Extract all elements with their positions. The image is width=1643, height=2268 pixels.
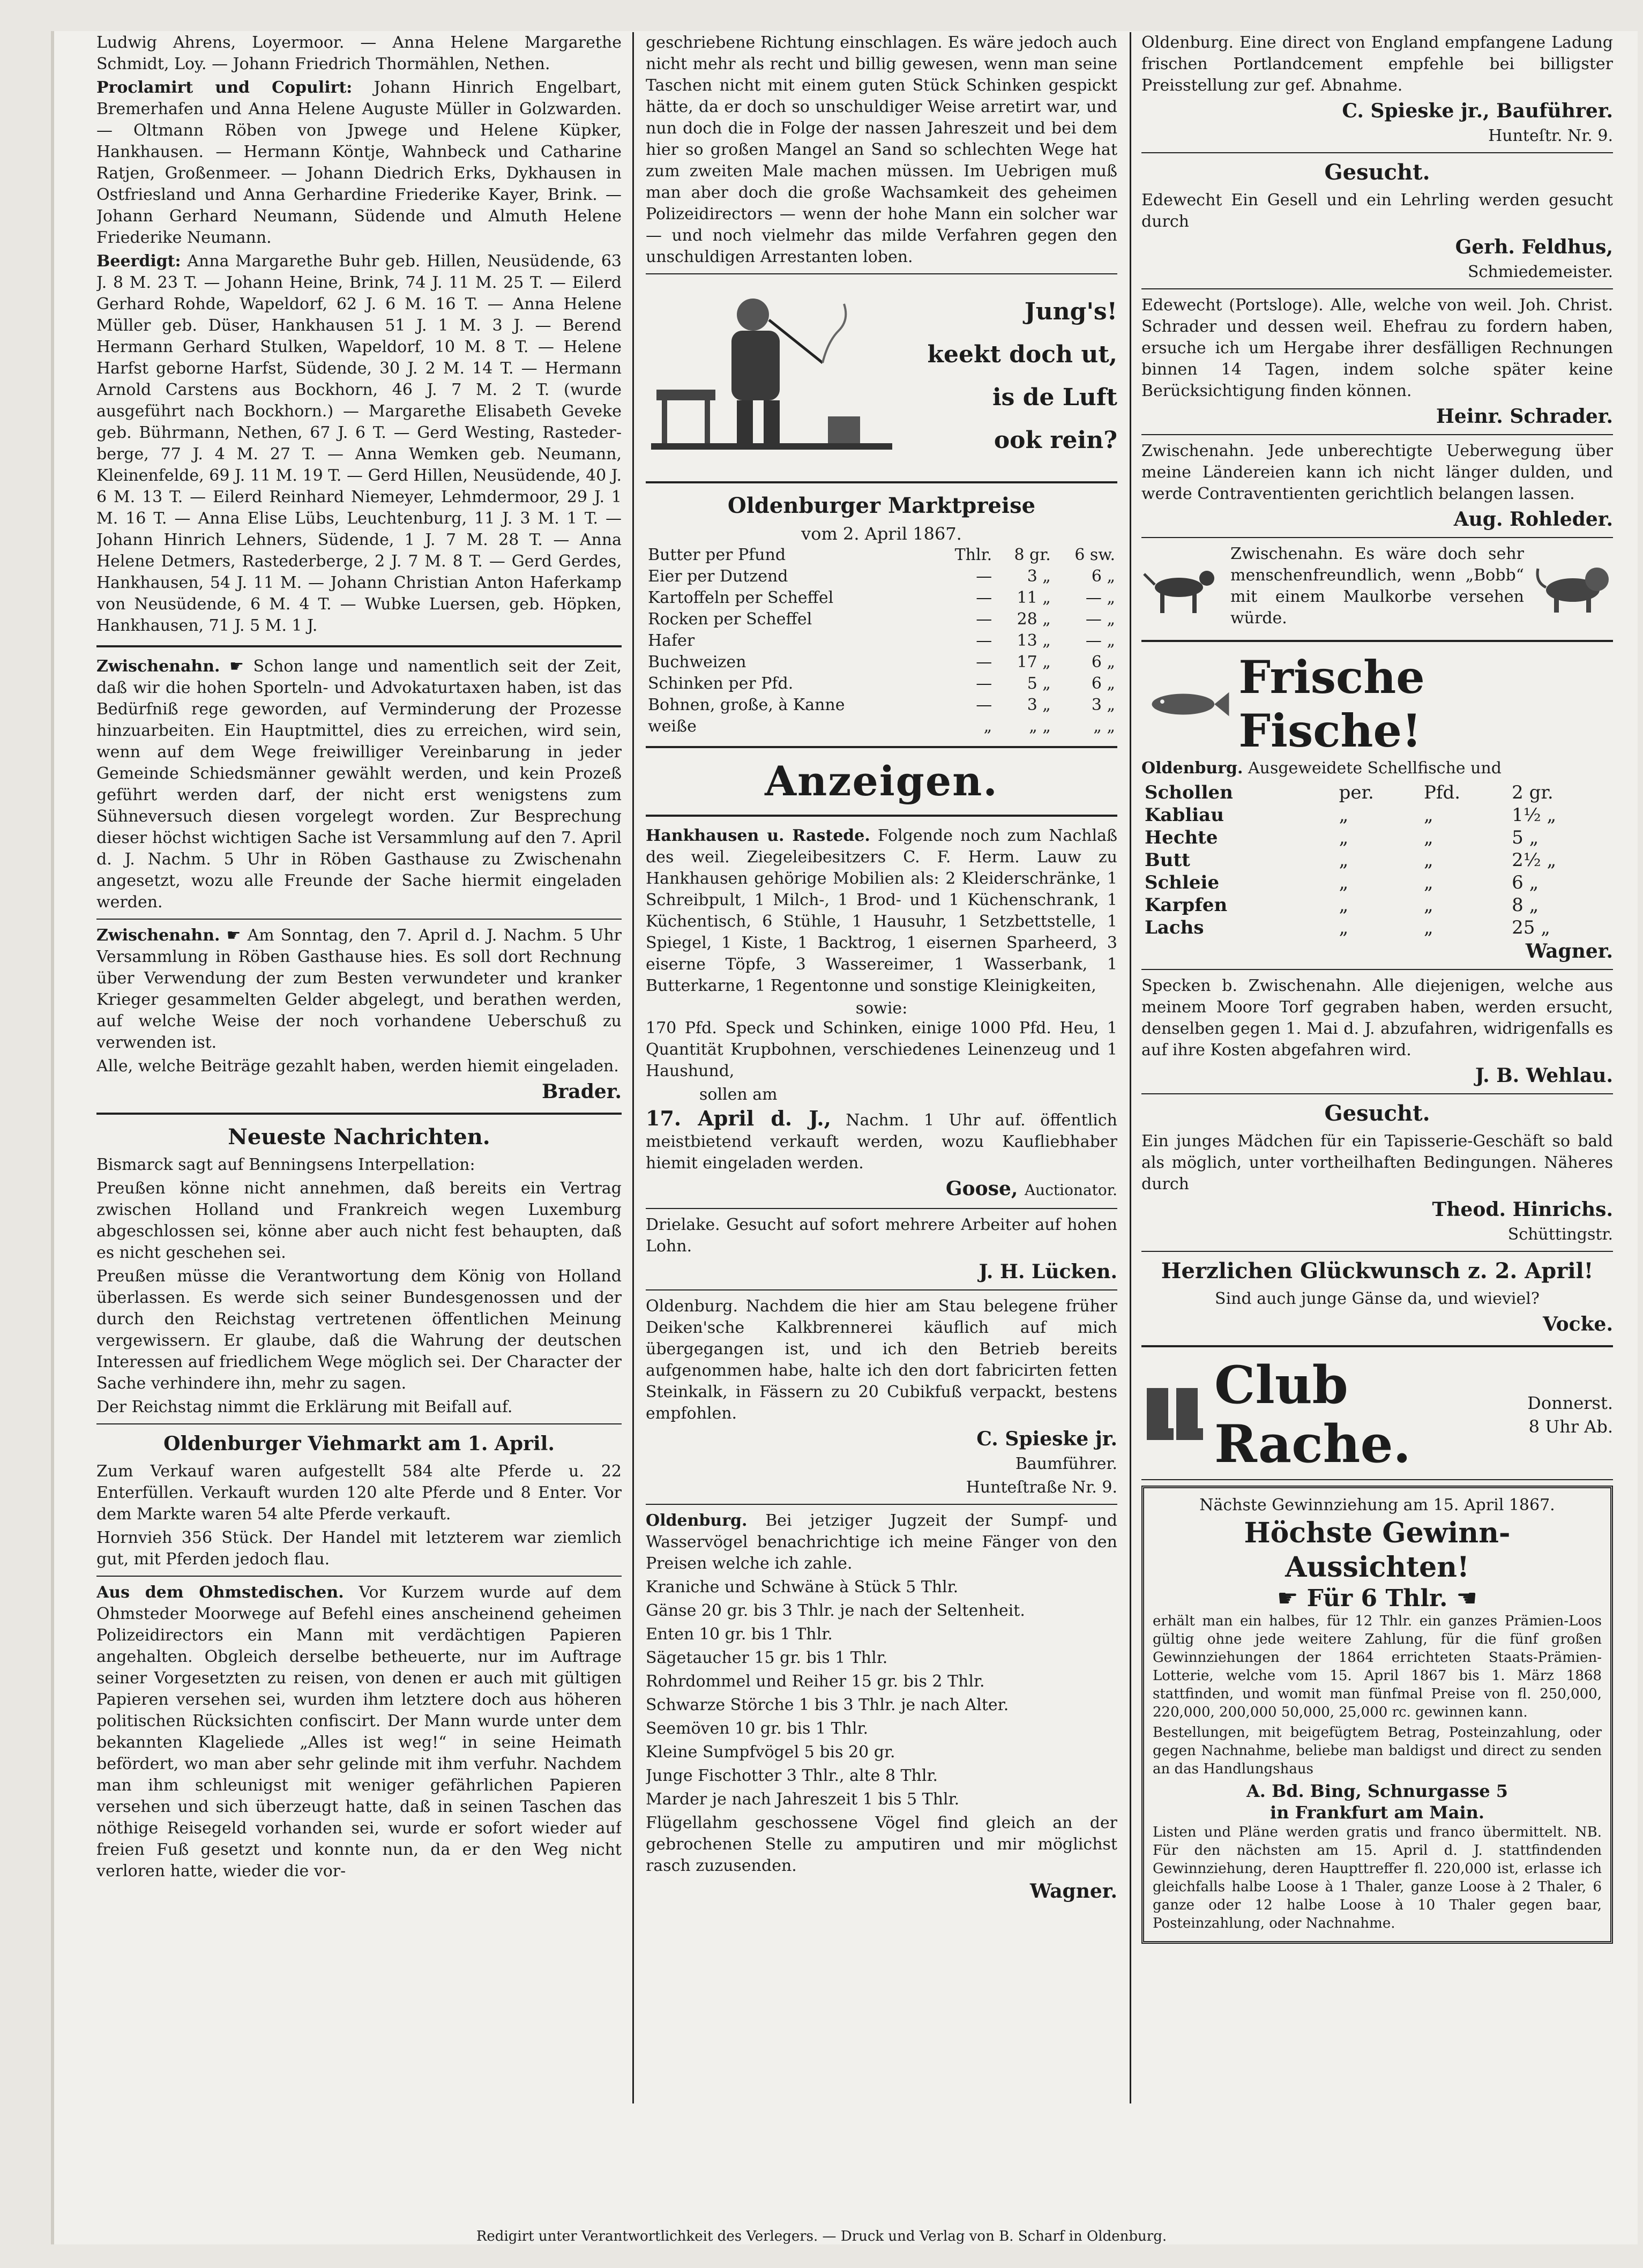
caption-line: keekt doch ut,	[927, 341, 1117, 368]
lion-icon	[1533, 558, 1613, 617]
fish-price-name: Kabliau	[1145, 804, 1224, 826]
estate-sale-notice	[646, 825, 1117, 997]
bird-price-item: Kraniche und Schwäne à Stück 5 Thlr.	[646, 1578, 959, 1596]
lottery-text: Listen und Pläne werden gratis und franco übermittelt. NB. Für den nächsten am 15. April d. J. stattfindenden Gewinnziehung, deren Haupttreffer fl. 220,000 ist, erlasse ich gleichfalls halbe Loose à 1 Thaler, ganze Loose à 2 Thaler, 6 ganze oder 12 halbe Loose à 10 Thaler gegen baar, Posteinzahlung, oder Nachnahme.	[1153, 1824, 1602, 1931]
divider	[646, 1208, 1117, 1209]
notice-text: Bei jetziger Jugzeit der Sumpf- und Wasservögel benachrichtige ich meine Fänger von den Preisen welche ich zahle.	[646, 1511, 1117, 1573]
fish-price-a: „	[1339, 894, 1349, 916]
fish-price-b: Pfd.	[1423, 782, 1461, 803]
divider	[646, 273, 1117, 274]
place-label: Oldenburg.	[646, 1511, 748, 1530]
signature-address: Hunteſtraße Nr. 9.	[966, 1478, 1117, 1497]
market-price-s: — „	[1085, 610, 1115, 629]
article-text: Vor Kurzem wurde auf dem Ohmsteder Moorwege auf Befehl eines anscheinend geheimen Polizeidirectors ein Mann mit verdächtigen Papieren angehalten. Obgleich derselbe betheuerte, nur im Auftrage seiner Vorgesetzten zu reisen, von denen er auch mit gültigen Papieren versehen sei, wurden ihm letztere doch aus höheren politischen Rücksichten confiscirt. Der Mann wurde unter dem bekannten Klageliede „Alles ist weg!“ in seine Heimath befördert, wo man aber sehr gelinde mit ihm verfuhr. Nachdem man ihm schleunigst mit weniger gefährlichen Papieren versehen und sich überzeugt hatte, daß in seinen Taschen das nöthige Reisegeld vorhanden sei, wurde er sofort wieder auf freien Fuß gesetzt und konnte nun, da er den Weg nicht verloren hatte, wieder die vor-	[96, 1583, 622, 1881]
club-title: Club Rache.	[1214, 1355, 1411, 1474]
market-price-g: 5 „	[1027, 674, 1051, 693]
divider	[96, 1423, 622, 1424]
signature-address: Hunteſtr. Nr. 9.	[1488, 126, 1613, 145]
notice-text: Folgende noch zum Nachlaß des weil. Ziegeleibesitzers C. F. Herm. Lauw zu Hankhausen gehörige Mobilien als: 2 Kleiderschränke, 1 Schreibpult, 1 Milch-, 1 Brod- und 1 Küchenschrank, 1 Küchentisch, 6 Stühle, 1 Hausuhr, 1 Setzbettstelle, 1 Spiegel, 1 Kiste, 1 Backtrog, 1 eisernen Sparheerd, 3 eiserne Töpfe, 3 Wassereimer, 1 Wasserbank, 1 Butterkarne, 1 Regentonne und sonstige Kleinigkeiten,	[646, 826, 1117, 995]
divider	[1141, 1479, 1613, 1480]
news-paragraph: Preußen müsse die Verantwortung dem König von Holland überlassen. Es werde sich seiner Bundesgenossen und der durch den Reichstag vertretenen öffentlichen Meinung vergewissern. Er glaube, daß die Wahrung der deutschen Interessen auf friedlichem Wege möglich sei. Der Character der Sache verhindere ihn, mehr zu sagen.	[96, 1267, 622, 1393]
market-price-unit: „	[983, 717, 992, 736]
signature: Aug. Rohleder.	[1453, 508, 1613, 531]
article-heading: Aus dem Ohmstedischen.	[96, 1583, 344, 1602]
bird-prices-list	[646, 1577, 1117, 1810]
fresh-fish-header	[1141, 651, 1613, 758]
fish-price-row	[1141, 849, 1613, 871]
auctioneer-signature	[646, 1176, 1117, 1203]
bird-price-item: Junge Fischotter 3 Thlr., alte 8 Thlr.	[646, 1766, 938, 1785]
fish-price-p: 2 gr.	[1512, 782, 1554, 803]
lottery-price: Für 6 Thlr.	[1306, 1585, 1448, 1612]
burials-label: Beerdigt:	[96, 252, 181, 271]
market-price-row	[646, 609, 1117, 630]
market-price-row	[646, 587, 1117, 609]
news-paragraph: Bismarck sagt auf Benningsens Interpellation:	[96, 1155, 475, 1174]
wanted-text: Edewecht Ein Gesell und ein Lehrling werden gesucht durch	[1141, 191, 1613, 231]
market-prices-date: vom 2. April 1867.	[801, 524, 962, 544]
market-price-row	[646, 716, 1117, 737]
market-price-row	[646, 566, 1117, 587]
market-price-g: 8 gr.	[1014, 546, 1051, 564]
column-divider	[632, 32, 634, 2103]
estate-sale-date-line	[646, 1108, 1117, 1174]
market-price-unit: —	[976, 653, 992, 672]
register-top: Ludwig Ahrens, Loyermoor. — Anna Helene Margarethe Schmidt, Loy. — Johann Friedrich Thormählen, Nethen.	[96, 33, 622, 73]
market-price-g: 13 „	[1017, 631, 1051, 650]
fresh-fish-intro	[1141, 758, 1613, 779]
fish-prices-table	[1141, 781, 1613, 939]
proclamation-notice	[96, 77, 622, 249]
cattle-market-text: Hornvieh 356 Stück. Der Handel mit letzterem war ziemlich gut, mit Pferden jedoch flau.	[96, 1528, 622, 1569]
column-divider	[1130, 32, 1131, 2103]
signature: C. Spieske jr.	[976, 1428, 1117, 1450]
divider	[1141, 969, 1613, 970]
fish-price-name: Butt	[1145, 849, 1190, 871]
market-price-item: Hafer	[648, 631, 695, 650]
fish-price-a: „	[1339, 872, 1349, 893]
dog-icon	[1141, 558, 1222, 617]
signature: J. B. Wehlau.	[1475, 1064, 1613, 1087]
fish-price-row	[1141, 826, 1613, 849]
smoking-man-illustration	[646, 282, 898, 470]
divider	[646, 746, 1117, 748]
fish-price-p: 25 „	[1512, 917, 1550, 938]
signature-title: Baumführer.	[1015, 1454, 1117, 1473]
signature-name: Goose,	[945, 1177, 1018, 1200]
sale-date: 17. April d. J.,	[646, 1106, 831, 1130]
fish-price-name: Schollen	[1145, 782, 1233, 803]
cattle-market-heading: Oldenburger Viehmarkt am 1. April.	[163, 1433, 555, 1455]
fish-price-name: Karpfen	[1145, 894, 1228, 916]
market-price-unit: —	[976, 588, 992, 607]
lottery-text: erhält man ein halbes, für 12 Thlr. ein ganzes Prämien-Loos gültig ohne jede weitere Zahlung, für die fünf großen Gewinnziehungen der 1864 errichteten Staats-Prämien-Lotterie, welche vom 15. April 1867 bis 1. März 1868 stattfinden, und womit man fünfmal Preise von fl. 250,000, 220,000, 200,000 50,000, 25,000 rc. gewinnen kann.	[1153, 1613, 1602, 1720]
fish-price-b: „	[1423, 917, 1433, 938]
divider	[1141, 288, 1613, 289]
signature-title: Schmiedemeister.	[1467, 263, 1613, 281]
market-price-unit: —	[976, 631, 992, 650]
estate-sale-text-2: 170 Pfd. Speck und Schinken, einige 1000 Pfd. Heu, 1 Quantität Krupbohnen, verschiedenes Leinenzeug und 1 Haushund,	[646, 1019, 1117, 1080]
market-price-unit: —	[976, 610, 992, 629]
market-price-row	[646, 630, 1117, 652]
market-price-item: Bohnen, große, à Kanne	[648, 696, 845, 714]
lottery-headline: Höchste Gewinn-Aussichten!	[1244, 1517, 1511, 1584]
wanted-text: Ein junges Mädchen für ein Tapisserie-Geschäft so bald als möglich, unter vortheilhaften Bedingungen. Näheres durch	[1141, 1132, 1613, 1193]
fish-price-p: 5 „	[1512, 827, 1539, 848]
signature: Wagner.	[1029, 1880, 1117, 1903]
market-price-s: — „	[1085, 588, 1115, 607]
market-price-row	[646, 695, 1117, 716]
caption-line: is de Luft	[992, 384, 1117, 411]
market-price-item: Butter per Pfund	[648, 546, 786, 564]
fish-price-row	[1141, 781, 1613, 804]
signature-address: Schüttingstr.	[1507, 1225, 1613, 1244]
fish-price-row	[1141, 804, 1613, 826]
news-paragraph: Der Reichstag nimmt die Erklärung mit Beifall auf.	[96, 1398, 513, 1416]
market-price-row	[646, 673, 1117, 695]
zwischenahn-notice-1	[96, 656, 622, 913]
fresh-fish-title: Frische Fische!	[1238, 651, 1425, 757]
bird-price-item: Schwarze Störche 1 bis 3 Thlr. je nach Alter.	[646, 1696, 1009, 1714]
estate-sale-sollen: sollen am	[699, 1085, 778, 1104]
jungs-caption	[898, 290, 1117, 462]
fish-price-name: Hechte	[1145, 827, 1218, 848]
bird-price-item: Sägetaucher 15 gr. bis 1 Thlr.	[646, 1648, 888, 1667]
pointing-hand-right-icon: ☛	[1277, 1585, 1298, 1612]
congratulation-title: Herzlichen Glückwunsch z. 2. April!	[1161, 1258, 1594, 1284]
market-price-item: weiße	[648, 717, 697, 736]
lottery-company: A. Bd. Bing, Schnurgasse 5	[1246, 1781, 1508, 1801]
divider	[646, 1289, 1117, 1290]
drielake-notice: Drielake. Gesucht auf sofort mehrere Arbeiter auf hohen Lohn.	[646, 1215, 1117, 1256]
market-price-item: Kartoffeln per Scheffel	[648, 588, 834, 607]
news-heading: Neueste Nachrichten.	[228, 1124, 490, 1150]
fish-price-a: „	[1339, 827, 1349, 848]
market-price-g: 11 „	[1017, 588, 1051, 607]
congratulation-text: Sind auch junge Gänse da, und wieviel?	[1215, 1289, 1540, 1308]
proclamation-text: Johann Hinrich Engelbart, Bremerhafen und Anna Helene Auguste Müller in Golzwarden. — Oltmann Röben von Jpwege und Helene Küpker, Hankhausen. — Hermann Köntje, Wahnbeck und Catharine Ratjen, Großenmeer. — Johann Diedrich Erks, Dykhausen in Ostfriesland und Anna Gerhardine Friederike Kayer, Brink. — Johann Gerhard Neumann, Südende und Almuth Helene Friederike Neumann.	[96, 78, 622, 247]
caption-line: ook rein?	[994, 427, 1117, 454]
market-price-s: — „	[1085, 631, 1115, 650]
divider	[646, 481, 1117, 483]
fish-price-name: Lachs	[1145, 917, 1204, 938]
notice-text: Zwischenahn. Es wäre doch sehr menschenfreundlich, wenn „Bobb“ mit einem Maulkorbe versehen würde.	[1230, 544, 1524, 628]
market-price-s: „ „	[1093, 717, 1115, 736]
divider	[646, 815, 1117, 817]
market-price-item: Buchweizen	[648, 653, 746, 672]
advertisements-heading: Anzeigen.	[765, 757, 998, 805]
market-price-item: Rocken per Scheffel	[648, 610, 812, 629]
fish-price-row	[1141, 894, 1613, 916]
bird-price-item: Rohrdommel und Reiher 15 gr. bis 2 Thlr.	[646, 1672, 985, 1691]
bird-prices-tail: Flügellahm geschossene Vögel find gleich an der gebrochenen Stelle zu amputiren und mir möglichst rasch zuzusenden.	[646, 1814, 1117, 1875]
ohmstede-article-continued: geschriebene Richtung einschlagen. Es wäre jedoch auch nicht mehr als recht und billig gewesen, wenn man seine Taschen nicht mit einem guten Stück Schinken gespickt hätte, da er doch so unschuldiger Weise arretirt war, und nun doch die in Folge der nassen Jahreszeit und bei dem hier so großen Mangel an Sand so schlechten Wege hat zum zweiten Male machen müssen. Im Uebrigen muß man aber doch die große Wachsamkeit des geheimen Polizeidirectors — wenn der hohe Mann ein solcher war — und noch vielmehr das milde Verfahren gegen den unschuldigen Arrestanten loben.	[646, 33, 1117, 266]
fish-price-row	[1141, 916, 1613, 939]
lottery-city: in Frankfurt am Main.	[1269, 1802, 1484, 1823]
divider	[96, 919, 622, 920]
bird-price-item: Gänse 20 gr. bis 3 Thlr. je nach der Seltenheit.	[646, 1601, 1025, 1620]
peat-notice: Specken b. Zwischenahn. Alle diejenigen, welche aus meinem Moore Torf gegraben haben, werden ersucht, denselben gegen 1. Mai d. J. abzufahren, widrigenfalls es auf ihre Kosten abgefahren wird.	[1141, 976, 1613, 1060]
bird-price-item: Enten 10 gr. bis 1 Thlr.	[646, 1625, 833, 1644]
market-prices-table	[646, 544, 1117, 737]
market-price-g: „ „	[1029, 717, 1051, 736]
divider	[1141, 434, 1613, 435]
market-price-unit: —	[976, 696, 992, 714]
fish-price-b: „	[1423, 872, 1433, 893]
divider	[646, 1504, 1117, 1505]
signature: Heinr. Schrader.	[1436, 405, 1613, 428]
market-price-s: 6 „	[1091, 653, 1115, 672]
divider	[1141, 1093, 1613, 1094]
notice-text: Schon lange und namentlich seit der Zeit, daß wir die hohen Sporteln- und Advokaturtaxen haben, ist das Bedürfniß rege geworden, auf Verminderung der Prozesse hinzuarbeiten. Ein Hauptmittel, dies zu erreichen, wird sein, wenn auf dem Wege freiwilliger Vereinbarung in jeder Gemeinde Schiedsmänner gewählt werden, und kein Prozeß geführt werden darf, der nicht erst wenigstens zum Sühneversuch diesen vorgelegt worden. Zur Besprechung dieser höchst wichtigen Sache ist Versammlung auf den 7. April d. J. Nachm. 5 Uhr in Röben Gasthause zu Zwischenahn angesetzt, wozu alle Freunde der Sache hiermit eingeladen werden.	[96, 657, 622, 912]
signature: Theod. Hinrichs.	[1432, 1198, 1613, 1221]
imprint-footer: Redigirt unter Verantwortlichkeit des Verlegers. — Druck und Verlag von B. Scharf in Oldenburg.	[476, 2228, 1167, 2244]
bird-price-item: Kleine Sumpfvögel 5 bis 20 gr.	[646, 1743, 895, 1762]
divider	[1141, 152, 1613, 153]
place-label: Zwischenahn.	[96, 657, 220, 676]
pointing-hand-left-icon: ☚	[1456, 1585, 1477, 1612]
lottery-price-line	[1153, 1585, 1602, 1612]
intro-text: Ausgeweidete Schellfische und	[1248, 759, 1502, 778]
club-time: 8 Uhr Ab.	[1528, 1416, 1613, 1437]
caption-line: Jung's!	[1024, 298, 1117, 325]
fish-price-p: 6 „	[1512, 872, 1539, 893]
fish-price-b: „	[1423, 804, 1433, 826]
fish-price-b: „	[1423, 827, 1433, 848]
market-price-g: 28 „	[1017, 610, 1051, 629]
market-price-s: 3 „	[1091, 696, 1115, 714]
zwischenahn-notice-2	[96, 925, 622, 1054]
fish-price-b: „	[1423, 894, 1433, 916]
divider	[1141, 1251, 1613, 1252]
lottery-advertisement	[1141, 1486, 1613, 1944]
burials-notice	[96, 251, 622, 637]
market-price-g: 17 „	[1017, 653, 1051, 672]
fish-price-name: Schleie	[1145, 872, 1220, 893]
signature: Wagner.	[1525, 940, 1613, 963]
market-price-item: Schinken per Pfd.	[648, 674, 794, 693]
fish-price-a: „	[1339, 804, 1349, 826]
market-price-row	[646, 544, 1117, 566]
trespass-notice: Zwischenahn. Jede unberechtigte Ueberwegung über meine Ländereien kann ich nicht länger dulden, und werde Contraventienten gerichtlich belangen lassen.	[1141, 442, 1613, 503]
divider	[96, 1576, 622, 1577]
cement-notice: Oldenburg. Eine direct von England empfangene Ladung frischen Portlandcement empfehle bei billigster Preisstellung zur gef. Abnahme.	[1141, 33, 1613, 95]
fish-price-b: „	[1423, 849, 1433, 871]
column-2	[646, 32, 1117, 1906]
bird-prices-notice	[646, 1510, 1117, 1575]
pointing-hand-icon: ☛	[226, 926, 241, 945]
market-price-item: Eier per Dutzend	[648, 567, 788, 586]
fish-icon	[1141, 685, 1230, 723]
wanted-heading: Gesucht.	[1324, 1101, 1430, 1126]
fish-price-a: per.	[1339, 782, 1374, 803]
market-price-unit: —	[976, 674, 992, 693]
fish-price-p: 8 „	[1512, 894, 1539, 916]
lime-kiln-notice: Oldenburg. Nachdem die hier am Stau belegene früher Deiken'sche Kalkbrennerei käuflich auf mich übergegangen ist, und ich den Betrieb bereits aufgenommen habe, halte ich den dort fabricirten fetten Steinkalk, in Fässern zu 20 Cubikfuß verpackt, bestens empfohlen.	[646, 1297, 1117, 1423]
schrader-notice: Edewecht (Portsloge). Alle, welche von weil. Joh. Christ. Schrader und dessen weil. Ehefrau zu fordern haben, ersuche ich um Hergabe ihrer desfälligen Rechnungen binnen 14 Tagen, indem solche später keine Berücksichtigung finden können.	[1141, 296, 1613, 400]
market-price-g: 3 „	[1027, 567, 1051, 586]
jungs-cartoon	[646, 280, 1117, 473]
signature: C. Spieske jr., Bauführer.	[1342, 100, 1613, 122]
lottery-line: Nächste Gewinnziehung am 15. April 1867.	[1199, 1496, 1555, 1515]
pointing-hand-icon: ☛	[229, 657, 244, 676]
place-label: Hankhausen u. Rastede.	[646, 826, 870, 845]
proclamation-label: Proclamirt und Copulirt:	[96, 78, 353, 97]
wanted-heading: Gesucht.	[1324, 160, 1430, 185]
divider	[96, 1113, 622, 1115]
signature: Vocke.	[1543, 1313, 1613, 1336]
lottery-text: Bestellungen, mit beigefügtem Betrag, Posteinzahlung, oder gegen Nachnahme, beliebe man baldigst und direct zu senden an das Handlungshaus	[1153, 1725, 1602, 1777]
market-price-g: 3 „	[1027, 696, 1051, 714]
club-day: Donnerst.	[1527, 1393, 1613, 1413]
market-prices-title: Oldenburger Marktpreise	[727, 493, 1036, 518]
market-price-s: 6 sw.	[1074, 546, 1115, 564]
bobb-notice	[1141, 543, 1613, 631]
divider	[1141, 537, 1613, 538]
column-1	[96, 32, 622, 1884]
fish-price-row	[1141, 871, 1613, 894]
bird-price-item: Seemöven 10 gr. bis 1 Thlr.	[646, 1719, 869, 1738]
divider	[1141, 1345, 1613, 1347]
notice-text-2: Alle, welche Beiträge gezahlt haben, werden hiemit eingeladen.	[96, 1057, 619, 1076]
notice-text: Am Sonntag, den 7. April d. J. Nachm. 5 Uhr Versammlung in Röben Gasthause hies. Es soll dort Rechnung über Verwendung der zum Besten verwundeter und kranker Krieger gesammelten Gelder abgelegt, und berathen werden, auf welche Weise der noch vorhandene Ueberschuß zu verwenden ist.	[96, 926, 622, 1052]
fish-price-a: „	[1339, 917, 1349, 938]
news-paragraph: Preußen könne nicht annehmen, daß bereits ein Vertrag zwischen Holland und Frankreich wegen Luxemburg abgeschlossen sei, könne aber auch nicht fest behaupten, daß es nicht geschehen sei.	[96, 1179, 622, 1262]
signature: Brader.	[542, 1080, 622, 1103]
place-label: Zwischenahn.	[96, 926, 220, 945]
market-price-s: 6 „	[1091, 674, 1115, 693]
ohmstede-article	[96, 1582, 622, 1882]
market-price-s: 6 „	[1091, 567, 1115, 586]
market-price-row	[646, 652, 1117, 673]
fish-price-p: 2½ „	[1512, 849, 1557, 871]
bird-price-item: Marder je nach Jahreszeit 1 bis 5 Thlr.	[646, 1790, 960, 1809]
fish-price-a: „	[1339, 849, 1349, 871]
column-3	[1141, 32, 1613, 1944]
club-time-block	[1527, 1391, 1613, 1438]
divider	[96, 645, 622, 647]
divider	[1141, 640, 1613, 642]
market-price-unit: Thlr.	[954, 546, 992, 564]
place-label: Oldenburg.	[1141, 759, 1243, 778]
sowie-label: sowie:	[855, 999, 908, 1018]
notice-text: Nachm. 1 Uhr auf. öffentlich meistbietend verkauft werden, wozu Kaufliebhaber hiemit eingeladen werden.	[646, 1111, 1117, 1173]
burials-text: Anna Margarethe Buhr geb. Hillen, Neusüdende, 63 J. 8 M. 23 T. — Johann Heine, Brink, 74 J. 11 M. 25 T. — Eilerd Gerhard Rohde, Wapeldorf, 62 J. 6 M. 16 T. — Anna Helene Müller geb. Düser, Hankhausen 51 J. 1 M. 3 J. — Berend Hermann Gerhard Stulken, Wapeldorf, 10 M. 8 T. — Helene Harfst geborne Harfst, Südende, 30 J. 2 M. 14 T. — Hermann Arnold Carstens aus Bockhorn, 46 J. 7 M. 2 T. (wurde ausgeführt nach Bockhorn.) — Margarethe Elisabeth Geveke geb. Bührmann, Nethen, 67 J. 6 T. — Gerd Westing, Rasteder-berge, 77 J. 4 M. 27 T. — Anna Wemken geb. Neumann, Kleinenfelde, 69 J. 11 M. 19 T. — Gerd Hillen, Neusüdende, 40 J. 6 M. 13 T. — Eilerd Reinhard Niemeyer, Lehmdermoor, 29 J. 1 M. 16 T. — Anna Elise Lübs, Leuchtenburg, 11 J. 3 M. 1 T. — Johann Hinrich Lehners, Südende, 1 J. 7 M. 28 T. — Anna Helene Detmers, Rastederberge, 2 J. 7 M. 8 T. — Gerd Gerdes, Hankhausen, 54 J. 11 M. — Johann Christian Anton Haferkamp von Neusüdende, 6 M. 4 T. — Wubke Luersen, geb. Höpken, Hankhausen, 71 J. 5 M. 1 J.	[96, 252, 622, 635]
signature: J. H. Lücken.	[979, 1260, 1117, 1283]
club-notice	[1141, 1356, 1613, 1474]
cattle-market-text: Zum Verkauf waren aufgestellt 584 alte Pferde u. 22 Enterfüllen. Verkauft wurden 120 alte Pferde und 8 Enter. Vor dem Markte waren 54 alte Pferde verkauft.	[96, 1462, 622, 1524]
boots-icon	[1141, 1385, 1206, 1444]
market-price-unit: —	[976, 567, 992, 586]
signature-title: Auctionator.	[1024, 1181, 1117, 1199]
signature: Gerh. Feldhus,	[1455, 236, 1613, 258]
fish-price-p: 1½ „	[1512, 804, 1557, 826]
